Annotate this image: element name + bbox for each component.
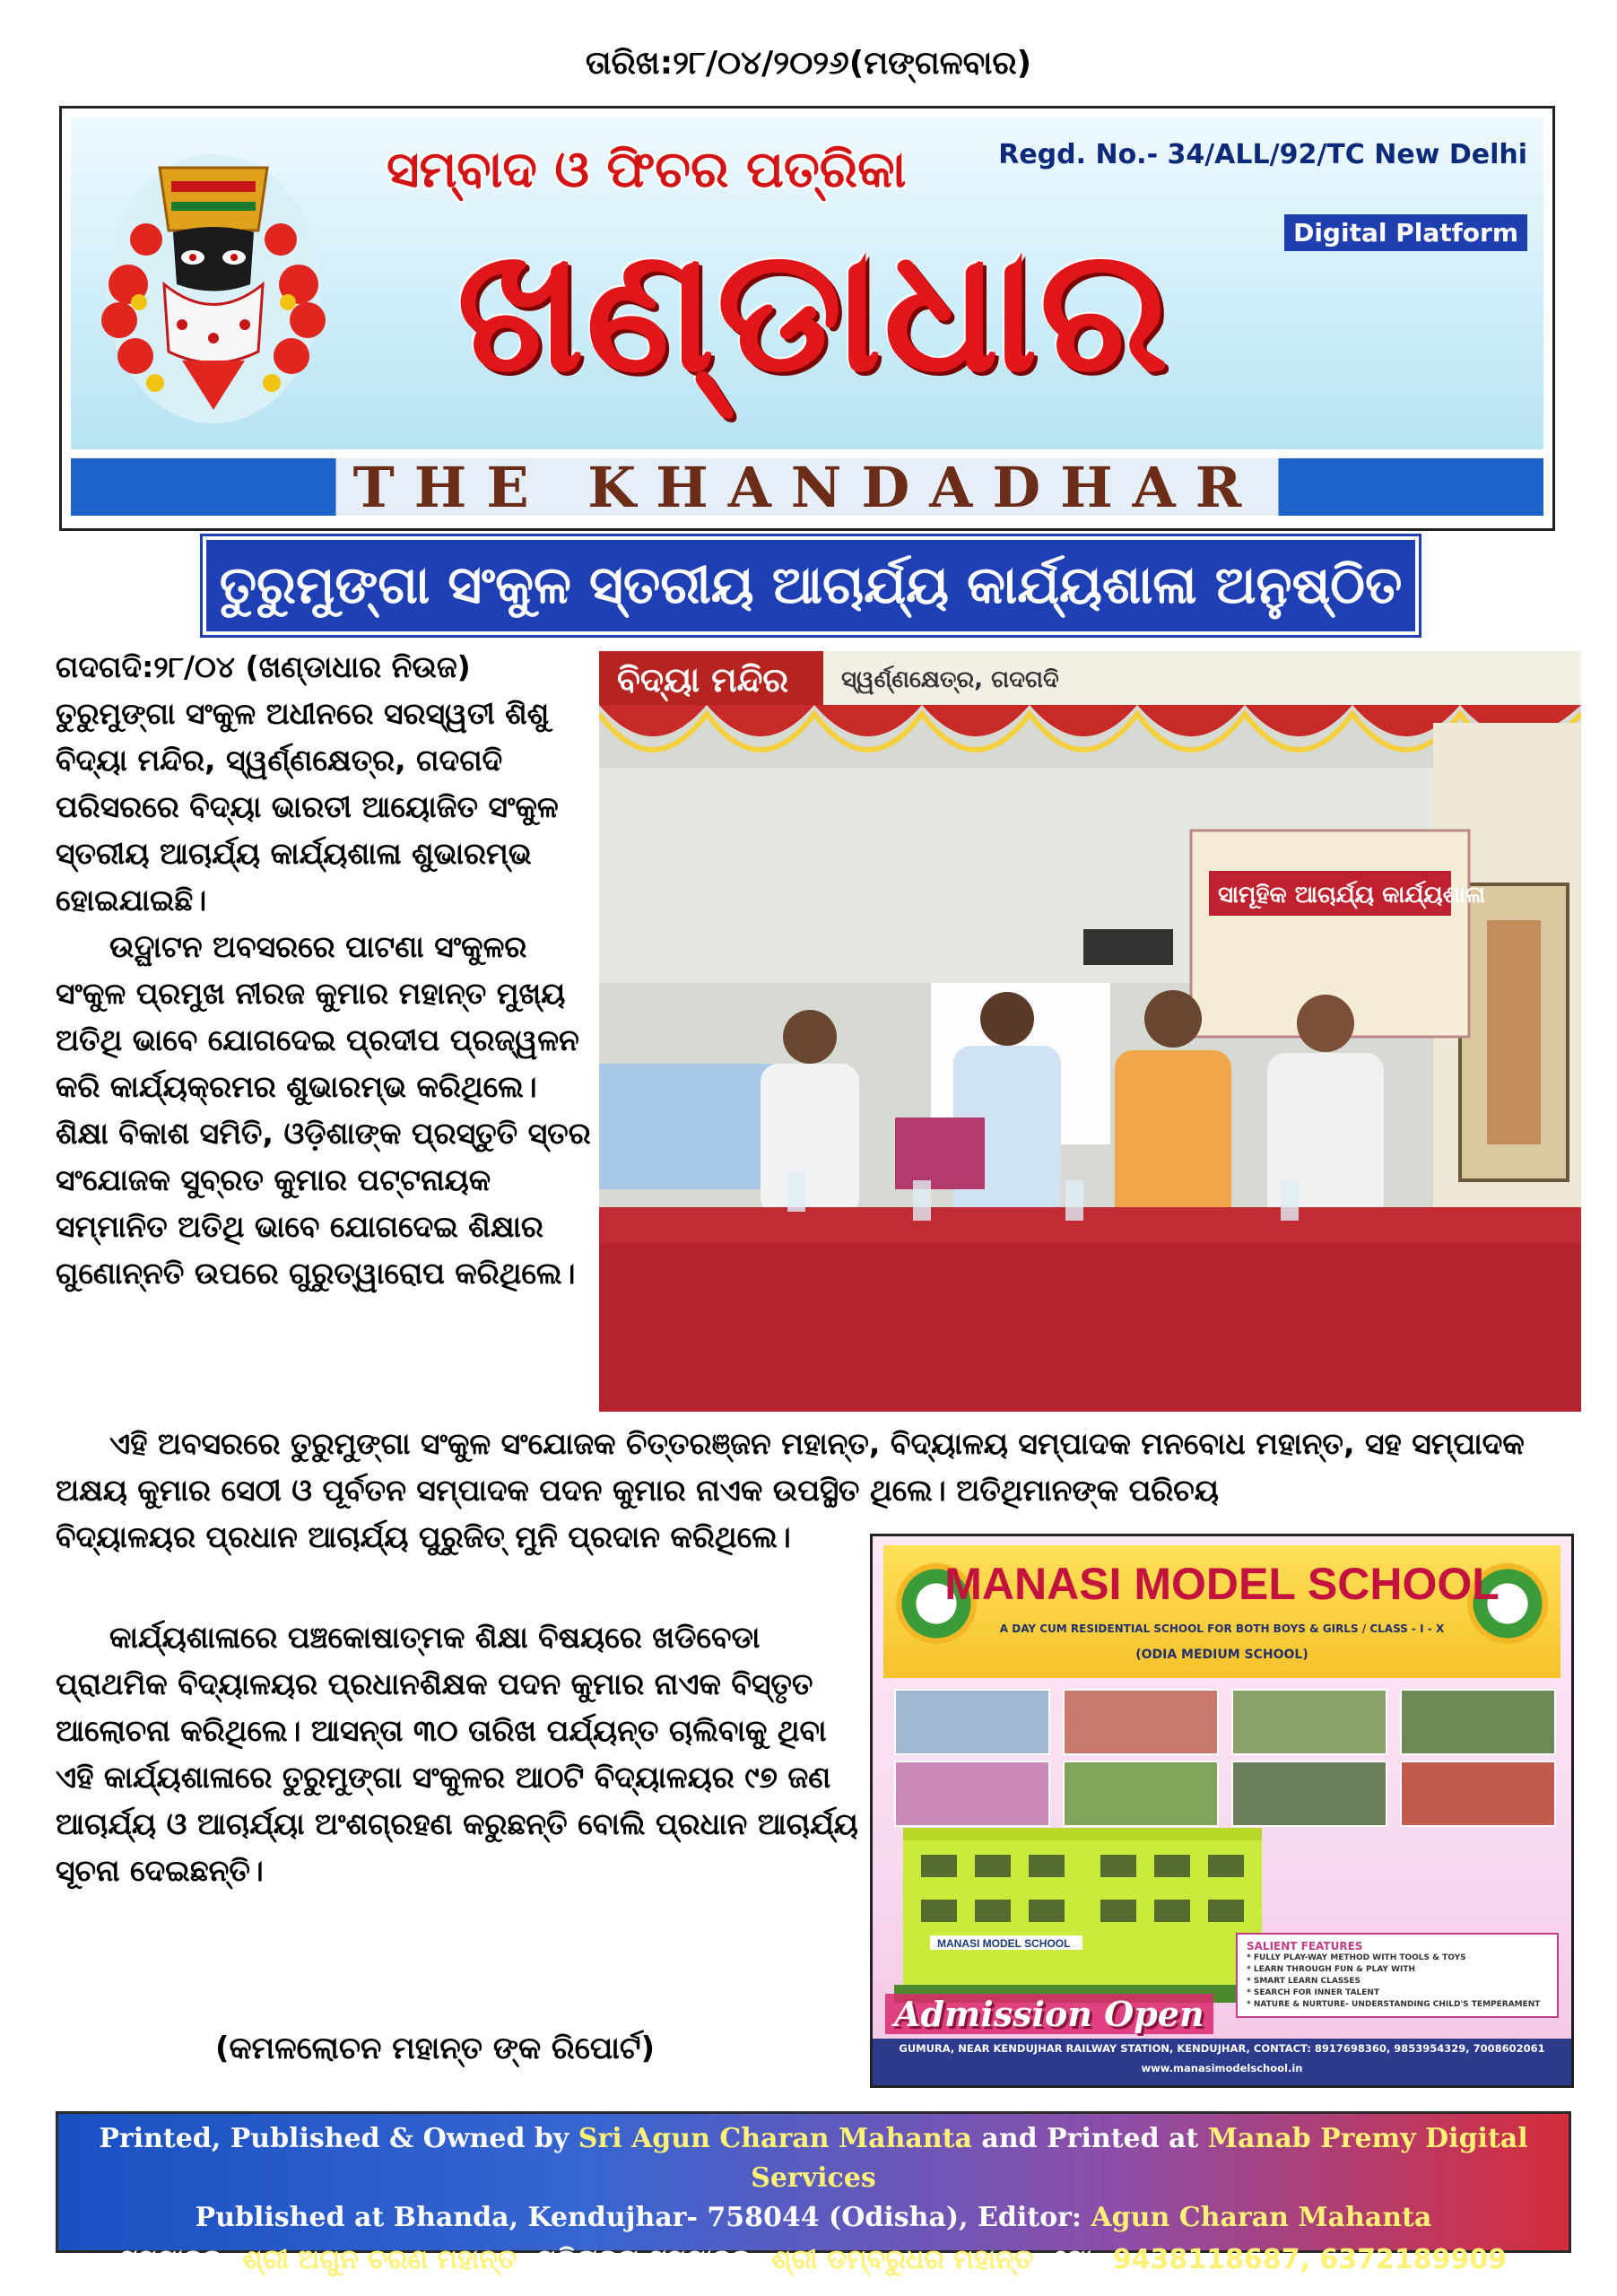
ad-photo	[1400, 1689, 1556, 1755]
school-building-image	[894, 1819, 1271, 2003]
photo-poster-title: ସାମୂହିକ ଆଚାର୍ଯ୍ୟ କାର୍ଯ୍ୟଶାଳା	[1218, 882, 1486, 909]
article-paragraph-4: କାର୍ଯ୍ୟଶାଳାରେ ପଞ୍ଚକୋଷାତ୍ମକ ଶିକ୍ଷା ବିଷୟରେ ଖଡିବେଡା ପ୍ରାଥମିକ ବିଦ୍ୟାଳୟର ପ୍ରଧାନଶିକ୍ଷକ ପଦନ କୁମାର ନାଏକ ବିସ୍ତୃତ ଆଲୋଚନା କରିଥିଲେ। ଆସନ୍ତା ୩୦ ତାରିଖ ପର୍ଯ୍ୟନ୍ତ ଚାଲିବାକୁ ଥିବା ଏହି କାର୍ଯ୍ୟଶାଳାରେ ତୁରୁମୁଙ୍ଗା ସଂକୁଳର ଆଠଟି ବିଦ୍ୟାଳୟର ୯୭ ଜଣ ଆଚାର୍ଯ୍ୟ ଓ ଆଚାର୍ଯ୍ୟା ଅଂଶଗ୍ରହଣ କରୁଛନ୍ତି ବୋଲି ପ୍ରଧାନ ଆଚାର୍ଯ୍ୟ ସୂଚନା ଦେଇଛନ୍ତି।	[56, 1620, 858, 1888]
ad-photo	[894, 1761, 1050, 1827]
feature-item: * SEARCH FOR INNER TALENT	[1247, 1988, 1380, 1997]
ad-contact-bar	[873, 2039, 1571, 2085]
school-advertisement	[870, 1534, 1574, 2088]
deity-logo-icon	[92, 132, 335, 428]
issue-date: ତାରିଖ:୨୮/୦୪/୨୦୨୬(ମଙ୍ଗଳବାର)	[585, 45, 1032, 82]
feature-item: * LEARN THROUGH FUN & PLAY WITH	[1247, 1965, 1416, 1974]
photo-banner-sub: ସ୍ୱର୍ଣ୍ଣକ୍ଷେତ୍ର, ଗଦଗଦି	[841, 666, 1059, 693]
english-title: THE KHANDADHAR	[352, 455, 1262, 520]
masthead-banner	[71, 117, 1543, 449]
event-photo	[599, 651, 1581, 1412]
masthead-tagline: ସମ୍ବାଦ ଓ ଫିଚର ପତ୍ରିକା	[387, 141, 907, 199]
reporter-credit: (କମଳଲୋଚନ ମହାନ୍ତ ଙ୍କ ରିପୋର୍ଟ)	[215, 2031, 656, 2066]
article-column-left	[56, 644, 594, 1297]
admission-open-label: Admission Open	[885, 1994, 1213, 2034]
english-title-band	[71, 455, 1543, 520]
article-paragraph-3b: ବିଦ୍ୟାଳୟର ପ୍ରଧାନ ଆଚାର୍ଯ୍ୟ ପୁରୁଜିତ୍ ମୁନି ପ୍ରଦାନ କରିଥିଲେ।	[56, 1519, 791, 1554]
ad-photo	[894, 1689, 1050, 1755]
ad-medium: (ODIA MEDIUM SCHOOL)	[1135, 1648, 1308, 1662]
masthead	[59, 106, 1555, 531]
ad-features	[1236, 1933, 1559, 2018]
ad-header	[883, 1545, 1560, 1678]
imprint-line-1: Printed, Published & Owned by Sri Agun Charan Mahanta and Printed at Manab Premy Digital Services	[99, 2123, 1528, 2194]
ad-photo	[1063, 1689, 1219, 1755]
article-paragraph-3: ଏହି ଅବସରରେ ତୁରୁମୁଙ୍ଗା ସଂକୁଳ ସଂଯୋଜକ ଚିତ୍ତରଞ୍ଜନ ମହାନ୍ତ, ବିଦ୍ୟାଳୟ ସମ୍ପାଦକ ମନବୋଧ ମହାନ୍ତ, ସହ ସମ୍ପାଦକ ଅକ୍ଷୟ କୁମାର ସେଠୀ ଓ ପୂର୍ବତନ ସମ୍ପାଦକ ପଦନ କୁମାର ନାଏକ ଉପସ୍ଥିତ ଥିଲେ। ଅତିଥିମାନଙ୍କ ପରିଚୟ	[56, 1426, 1525, 1508]
ad-photo	[1063, 1761, 1219, 1827]
ad-website: www.manasimodelschool.in	[1141, 2062, 1303, 2074]
imprint-footer	[56, 2111, 1571, 2275]
article-paragraph-2: ଉଦ୍ଘାଟନ ଅବସରରେ ପାଟଣା ସଂକୁଳର ସଂକୁଳ ପ୍ରମୁଖ ନୀରଜ କୁମାର ମହାନ୍ତ ମୁଖ୍ୟ ଅତିଥି ଭାବେ ଯୋଗଦେଇ ପ୍ରଦୀପ ପ୍ରଜ୍ୱଳନ କରି କାର୍ଯ୍ୟକ୍ରମର ଶୁଭାରମ୍ଭ କରିଥିଲେ। ଶିକ୍ଷା ବିକାଶ ସମିତି, ଓଡ଼ିଶାଙ୍କ ପ୍ରସ୍ତୁତି ସ୍ତର ସଂଯୋଜକ ସୁବ୍ରତ କୁମାର ପଟ୍ଟନାୟକ ସମ୍ମାନିତ ଅତିଥି ଭାବେ ଯୋଗଦେଇ ଶିକ୍ଷାର ଗୁଣୋନ୍ନତି ଉପରେ ଗୁରୁତ୍ୱାରୋପ କରିଥିଲେ।	[56, 929, 591, 1291]
ad-photo	[1231, 1689, 1387, 1755]
article-column-lower	[56, 1614, 867, 1894]
imprint-line-2: Published at Bhanda, Kendujhar- 758044 (Odisha), Editor: Agun Charan Mahanta	[195, 2202, 1432, 2233]
article-headline: ତୁରୁମୁଙ୍ଗା ସଂକୁଳ ସ୍ତରୀୟ ଆଚାର୍ଯ୍ୟ କାର୍ଯ୍ୟଶାଳା ଅନୁଷ୍ଠିତ	[203, 536, 1419, 635]
masthead-title: ଖଣ୍ଡାଧାର	[456, 210, 1170, 410]
imprint-line-3: ସମ୍ପାଦକ: ଶ୍ରୀ ଅଗୁନ ଚରଣ ମହାନ୍ତ, ପରିଚାଳନା ସମ୍ପାଦକ: ଶ୍ରୀ ଡମ୍ବରୁଧର ମହାନ୍ତ, ମୋ: 9438118687, 6372189909	[119, 2244, 1508, 2275]
ad-photo	[1231, 1761, 1387, 1827]
platform-badge: Digital Platform	[1284, 214, 1527, 251]
registration-number: Regd. No.- 34/ALL/92/TC New Delhi	[998, 139, 1527, 170]
features-title: SALIENT FEATURES	[1247, 1940, 1363, 1952]
ad-title: MANASI MODEL SCHOOL	[944, 1559, 1500, 1609]
school-building-sign: MANASI MODEL SCHOOL	[937, 1937, 1071, 1950]
feature-item: * FULLY PLAY-WAY METHOD WITH TOOLS & TOYS	[1247, 1953, 1466, 1962]
photo-banner-text: ବିଦ୍ୟା ମନ୍ଦିର	[617, 660, 789, 700]
ad-subtitle: A DAY CUM RESIDENTIAL SCHOOL FOR BOTH BOYS & GIRLS / CLASS - I - X	[999, 1622, 1445, 1635]
feature-item: * SMART LEARN CLASSES	[1247, 1977, 1361, 1986]
article-paragraph-1: ଗଦଗଦି:୨୮/୦୪ (ଖଣ୍ଡାଧାର ନିଉଜ) ତୁରୁମୁଙ୍ଗା ସଂକୁଳ ଅଧୀନରେ ସରସ୍ୱତୀ ଶିଶୁ ବିଦ୍ୟା ମନ୍ଦିର, ସ୍ୱର୍ଣ୍ଣକ୍ଷେତ୍ର, ଗଦଗଦି ପରିସରରେ ବିଦ୍ୟା ଭାରତୀ ଆୟୋଜିତ ସଂକୁଳ ସ୍ତରୀୟ ଆଚାର୍ଯ୍ୟ କାର୍ଯ୍ୟଶାଳା ଶୁଭାରମ୍ଭ ହୋଇଯାଇଛି।	[56, 649, 559, 918]
ad-address: GUMURA, NEAR KENDUJHAR RAILWAY STATION, KENDUJHAR, CONTACT: 8917698360, 9853954329, 7008602061	[899, 2042, 1545, 2055]
ad-photo	[1400, 1761, 1556, 1827]
feature-item: * NATURE & NURTURE- UNDERSTANDING CHILD'S TEMPERAMENT	[1247, 2000, 1541, 2009]
